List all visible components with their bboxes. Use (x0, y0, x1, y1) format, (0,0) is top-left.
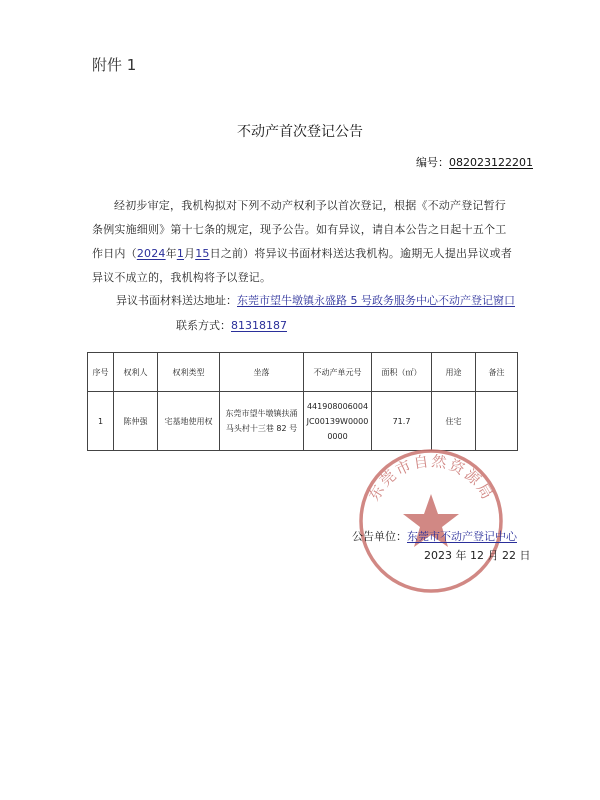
month-char: 月 (184, 247, 196, 260)
header-usage: 用途 (432, 353, 476, 392)
notice-number-value: 082023122201 (449, 156, 533, 169)
header-holder: 权利人 (114, 353, 158, 392)
contact-label: 联系方式： (176, 319, 231, 332)
contact-value: 81318187 (231, 319, 287, 332)
cell-remarks (476, 392, 518, 451)
header-seq: 序号 (88, 353, 114, 392)
deadline-year: 2024 (136, 247, 166, 260)
header-location: 坐落 (220, 353, 304, 392)
cell-holder: 陈仲强 (114, 392, 158, 451)
seal-text: 东莞市自然资源局 (364, 451, 498, 504)
deadline-month: 1 (176, 247, 185, 260)
paragraph-text-b: 日之前）将异议书面材料送达我机构。逾期无人提出异议或者异议不成立的，我机构将予以登记。 (92, 247, 513, 284)
table-header-row (88, 353, 518, 392)
header-remarks: 备注 (476, 353, 518, 392)
deadline-day: 15 (195, 247, 210, 260)
year-char: 年 (165, 247, 177, 260)
notice-paragraph (92, 194, 516, 290)
contact-info (176, 317, 287, 333)
objection-address (116, 292, 515, 308)
notice-title: 不动产首次登记公告 (237, 124, 363, 140)
issuer-value: 东莞市不动产登记中心 (407, 530, 517, 543)
cell-unit-number: 441908006004JC00139W00000000 (304, 392, 372, 451)
address-value: 东莞市望牛墩镇永盛路 5 号政务服务中心不动产登记窗口 (237, 294, 515, 307)
official-seal (356, 446, 506, 596)
cell-usage: 住宅 (432, 392, 476, 451)
header-area: 面积（㎡） (372, 353, 432, 392)
notice-date: 2023 年 12 月 22 日 (424, 549, 531, 562)
address-label: 异议书面材料送达地址： (116, 294, 237, 307)
issuer-label: 公告单位： (352, 530, 407, 543)
header-unit-number: 不动产单元号 (304, 353, 372, 392)
table-row (88, 392, 518, 451)
issuer (352, 528, 517, 544)
header-right-type: 权利类型 (158, 353, 220, 392)
cell-location: 东莞市望牛墩镇扶涌马头村十三巷 82 号 (220, 392, 304, 451)
notice-number (416, 154, 533, 170)
cell-area: 71.7 (372, 392, 432, 451)
cell-right-type: 宅基地使用权 (158, 392, 220, 451)
attachment-label: 附件 1 (92, 56, 137, 74)
property-table (87, 352, 518, 451)
cell-seq: 1 (88, 392, 114, 451)
notice-number-label: 编号： (416, 156, 449, 169)
paragraph-text-a: 经初步审定，我机构拟对下列不动产权利予以首次登记，根据《不动产登记暂行条例实施细则》第十七条的规定，现予公告。如有异议，请自本公告之日起十五个工作日内（ (92, 199, 507, 260)
